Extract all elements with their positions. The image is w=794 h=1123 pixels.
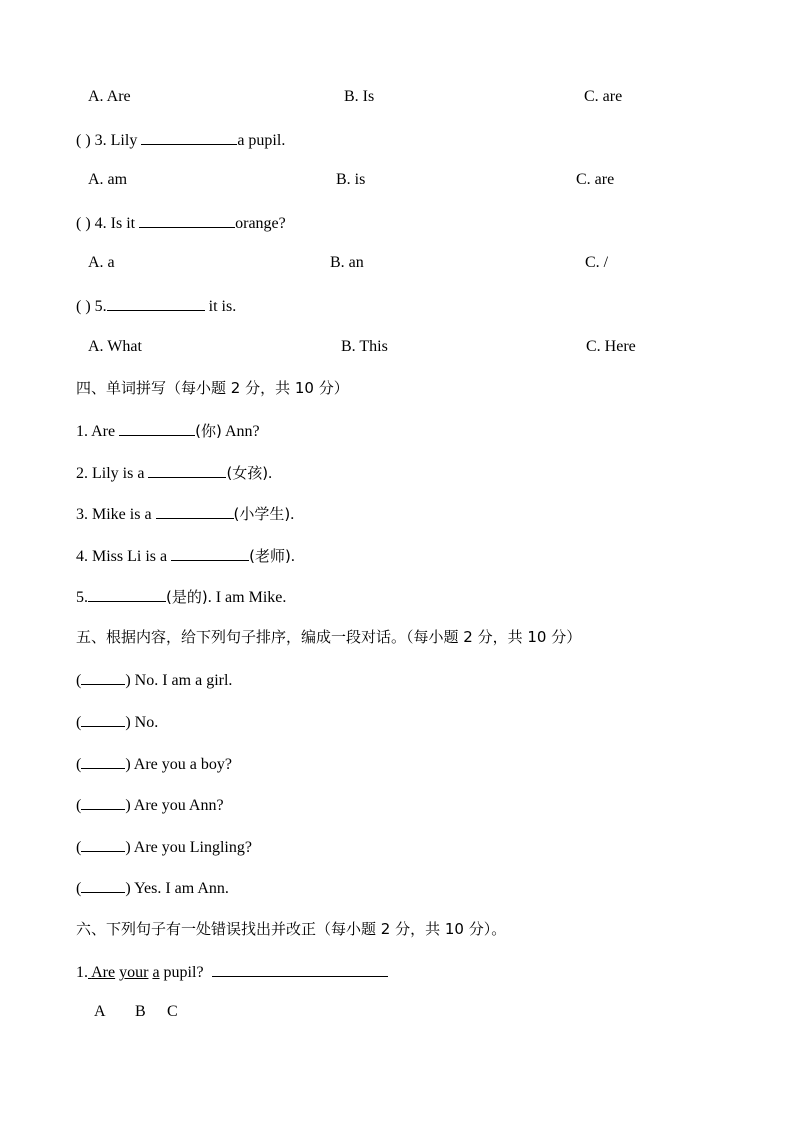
order-blank[interactable] [81, 753, 125, 769]
ordering-item-6: ( ) Yes. I am Ann. [76, 877, 229, 899]
q4-option-b: B. an [330, 254, 364, 271]
item-pre: 3. Mike is a [76, 506, 152, 523]
spelling-item-2 [76, 462, 272, 484]
item-hint: (老师) [249, 547, 291, 565]
answer-blank[interactable] [88, 586, 166, 602]
spelling-item-4 [76, 545, 295, 567]
order-blank[interactable] [81, 711, 125, 727]
item-pre: 2. Lily is a [76, 465, 145, 482]
ordering-item-2: ( ) No. [76, 711, 158, 733]
answer-blank[interactable] [119, 420, 195, 436]
question-text-post: it is. [208, 298, 237, 315]
ordering-text: No. [134, 714, 159, 731]
answer-paren[interactable]: ( ) [76, 298, 91, 315]
q3-option-c: C. are [576, 171, 615, 188]
spelling-item-1 [76, 420, 260, 442]
q2-option-a: A. Are [88, 88, 131, 105]
order-blank[interactable] [81, 836, 125, 852]
order-blank[interactable] [81, 794, 125, 810]
q5-option-b: B. This [341, 338, 388, 355]
ordering-item-1: ( ) No. I am a girl. [76, 669, 232, 691]
label-a: A [94, 1003, 106, 1020]
item-post: . I am Mike. [207, 589, 287, 606]
answer-blank[interactable] [156, 503, 234, 519]
q4-option-c: C. / [585, 254, 609, 271]
spelling-item-5 [76, 586, 286, 608]
question-text-pre: Lily [110, 132, 138, 149]
answer-blank[interactable] [139, 212, 235, 228]
question-text-post: orange? [235, 215, 286, 232]
label-c: C [167, 1003, 178, 1020]
ordering-text: No. I am a girl. [134, 672, 233, 689]
order-blank[interactable] [81, 877, 125, 893]
correction-blank[interactable] [212, 961, 388, 977]
ordering-item-4: ( ) Are you Ann? [76, 794, 224, 816]
item-rest: pupil? [163, 964, 204, 981]
item-hint: (女孩) [226, 464, 269, 482]
answer-blank[interactable] [107, 295, 205, 311]
q3-option-a: A. am [88, 171, 128, 188]
answer-blank[interactable] [171, 545, 249, 561]
item-pre: 4. Miss Li is a [76, 548, 168, 565]
section-5-heading: 五、根据内容，给下列句子排序，编成一段对话。（每小题 2 分，共 10 分） [76, 628, 582, 646]
underlined-b: your [119, 964, 149, 981]
item-post: . [290, 506, 295, 523]
item-pre: 1. Are [76, 423, 116, 440]
label-b: B [135, 1003, 146, 1020]
answer-paren[interactable]: ( ) [76, 215, 91, 232]
item-post: Ann? [224, 423, 260, 440]
question-number: 4. [94, 215, 107, 232]
ordering-text: Yes. I am Ann. [134, 880, 229, 897]
ordering-text: Are you a boy? [133, 756, 232, 773]
underlined-a: Are [91, 964, 116, 981]
ordering-text: Are you Lingling? [133, 839, 252, 856]
section-4-heading: 四、单词拼写（每小题 2 分，共 10 分） [76, 379, 349, 397]
question-text-pre: Is it [110, 215, 136, 232]
ordering-text: Are you Ann? [133, 797, 224, 814]
item-post: . [290, 548, 295, 565]
order-blank[interactable] [81, 669, 125, 685]
q4-option-a: A. a [88, 254, 115, 271]
question-text-post: a pupil. [237, 132, 286, 149]
ordering-item-3: ( ) Are you a boy? [76, 753, 232, 775]
answer-paren[interactable]: ( ) [76, 132, 91, 149]
q3-option-b: B. is [336, 171, 366, 188]
question-number: 5. [94, 298, 107, 315]
q2-option-c: C. are [584, 88, 623, 105]
item-hint: (你) [195, 422, 222, 440]
q5-option-a: A. What [88, 338, 142, 355]
item-hint: (是的) [166, 588, 208, 606]
spelling-item-3 [76, 503, 294, 525]
underlined-c: a [152, 964, 160, 981]
question-3 [76, 129, 285, 151]
q2-option-b: B. Is [344, 88, 375, 105]
question-number: 3. [94, 132, 107, 149]
item-pre: 5. [76, 589, 88, 606]
q5-option-c: C. Here [586, 338, 636, 355]
answer-blank[interactable] [141, 129, 237, 145]
correction-item-1 [76, 961, 388, 983]
item-hint: (小学生) [233, 505, 291, 523]
item-number: 1. [76, 964, 88, 981]
section-6-heading: 六、下列句子有一处错误找出并改正（每小题 2 分，共 10 分）。 [76, 920, 507, 938]
item-post: . [268, 465, 273, 482]
answer-blank[interactable] [148, 462, 226, 478]
question-5 [76, 295, 236, 317]
question-4 [76, 212, 286, 234]
ordering-item-5: ( ) Are you Lingling? [76, 836, 252, 858]
